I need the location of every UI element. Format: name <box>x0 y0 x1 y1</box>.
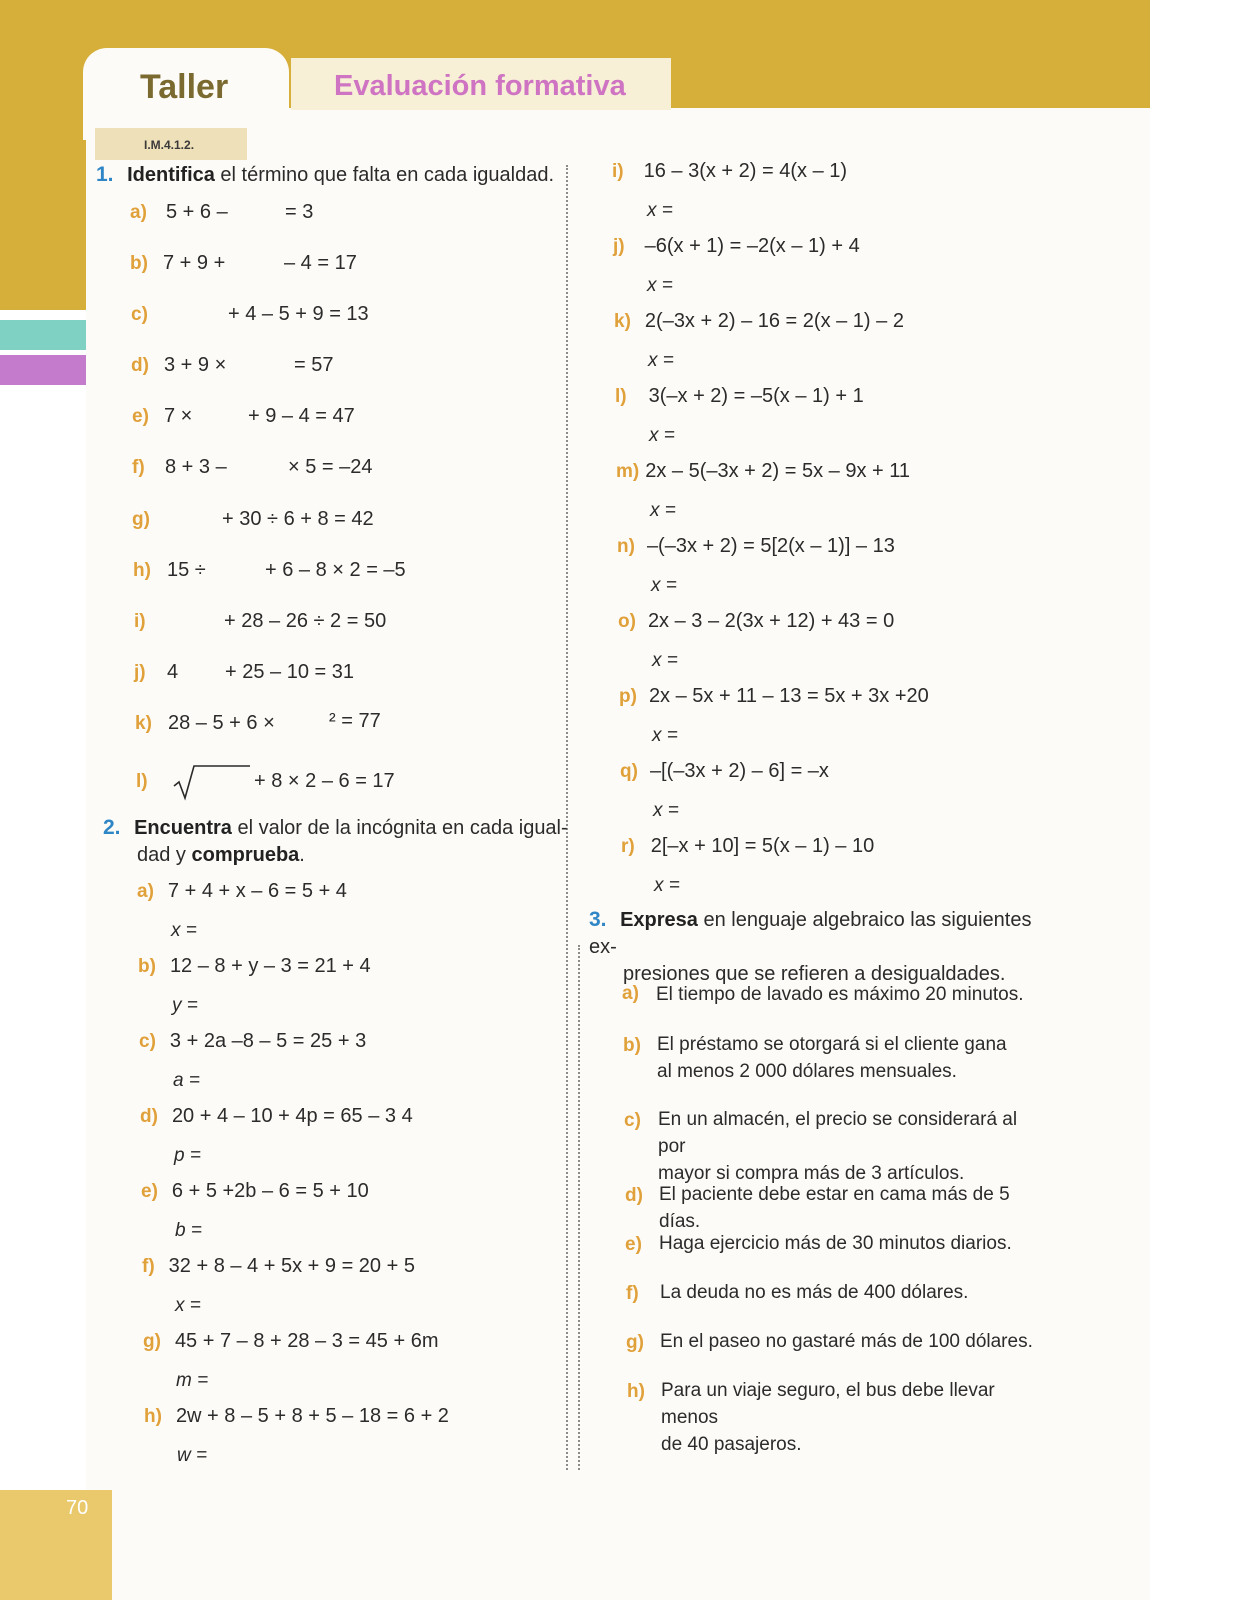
item-label: c) <box>139 1031 156 1052</box>
answer-line: a = <box>173 1070 200 1091</box>
item-label: d) <box>140 1106 158 1127</box>
item-line: En un almacén, el precio se considerará al por <box>658 1109 1018 1157</box>
answer-line: x = <box>175 1295 201 1316</box>
item-right-part: + 28 – 26 ÷ 2 = 50 <box>224 610 387 632</box>
q3-item <box>625 1234 642 1256</box>
question-1-heading <box>96 161 554 189</box>
item-right-part: = 57 <box>294 354 334 376</box>
item-label: a) <box>137 881 154 902</box>
item-left-part: 5 + 6 – <box>166 201 228 223</box>
item-left-part: 28 – 5 + 6 × <box>168 712 275 734</box>
column-divider-lower <box>578 945 580 1470</box>
magenta-marker <box>0 355 86 385</box>
indicator-code: I.M.4.1.2. <box>144 138 195 152</box>
item-label: q) <box>620 761 638 782</box>
q3-item <box>626 1332 644 1354</box>
item-label: j) <box>613 236 625 257</box>
question-text: dad y <box>137 844 192 866</box>
q3-item-text <box>660 1279 1050 1306</box>
answer-line: p = <box>174 1145 201 1166</box>
q3-item <box>622 983 639 1005</box>
q1-item <box>133 559 151 582</box>
answer-line: x = <box>653 800 679 821</box>
item-equation: 2w + 8 – 5 + 8 + 5 – 18 = 6 + 2 <box>175 1405 449 1427</box>
square-root-symbol <box>172 762 252 802</box>
q3-item-text <box>656 981 1046 1008</box>
answer-line: m = <box>176 1370 209 1391</box>
item-label: b) <box>130 253 148 274</box>
item-equation: 2(–3x + 2) – 16 = 2(x – 1) – 2 <box>644 310 904 332</box>
item-equation: 12 – 8 + y – 3 = 21 + 4 <box>169 955 371 977</box>
answer-line: b = <box>175 1220 202 1241</box>
item-label: n) <box>617 536 635 557</box>
q1-item <box>130 252 148 275</box>
answer-line: x = <box>648 350 674 371</box>
item-equation: 32 + 8 – 4 + 5x + 9 = 20 + 5 <box>168 1255 415 1277</box>
item-label: e) <box>141 1181 158 1202</box>
item-equation: 2[–x + 10] = 5(x – 1) – 10 <box>650 835 875 857</box>
item-label: b) <box>623 1035 641 1056</box>
item-equation: 2x – 3 – 2(3x + 12) + 43 = 0 <box>647 610 895 632</box>
q3-item-text <box>660 1328 1050 1355</box>
question-number: 3. <box>589 908 607 931</box>
question-text: . <box>299 844 305 866</box>
item-label: c) <box>131 304 148 325</box>
q2-item <box>141 1180 369 1203</box>
q2-item <box>138 955 371 978</box>
item-line: Para un viaje seguro, el bus debe llevar menos <box>661 1380 995 1428</box>
item-equation: –[(–3x + 2) – 6] = –x <box>649 760 829 782</box>
item-label: i) <box>134 611 146 632</box>
item-label: b) <box>138 956 156 977</box>
item-label: m) <box>616 461 640 482</box>
item-line: El tiempo de lavado es máximo 20 minutos. <box>656 984 1024 1005</box>
q3-item <box>625 1185 643 1207</box>
q1-item <box>136 770 148 793</box>
q1-item <box>135 712 152 735</box>
item-label: a) <box>130 202 147 223</box>
item-label: r) <box>621 836 635 857</box>
item-equation: 2x – 5(–3x + 2) = 5x – 9x + 11 <box>645 460 911 482</box>
question-number: 1. <box>96 163 114 186</box>
section-title: Taller <box>140 68 229 106</box>
item-right-part: ² = 77 <box>329 710 381 732</box>
item-label: k) <box>135 713 152 734</box>
question-text: en lenguaje algebraico las siguientes ex- <box>589 909 1032 958</box>
teal-marker <box>0 320 86 350</box>
item-right-part: + 4 – 5 + 9 = 13 <box>228 303 369 325</box>
item-line: mayor si compra más de 3 artículos. <box>658 1163 965 1184</box>
item-label: f) <box>626 1283 639 1304</box>
q3-item-text <box>657 1031 1047 1085</box>
q2-item <box>621 835 874 858</box>
item-left-part: 7 × <box>164 405 193 427</box>
answer-line: x = <box>652 650 678 671</box>
q3-item <box>626 1283 639 1305</box>
q3-item-text <box>658 1106 1048 1187</box>
q1-item <box>132 456 145 479</box>
page-number: 70 <box>66 1497 89 1519</box>
item-label: h) <box>144 1406 162 1427</box>
item-right-part: + 6 – 8 × 2 = –5 <box>265 559 406 581</box>
item-label: j) <box>134 662 146 683</box>
q3-item-text <box>661 1377 1051 1458</box>
q3-item-text <box>659 1181 1049 1235</box>
item-line: de 40 pasajeros. <box>661 1434 802 1455</box>
answer-line: x = <box>649 425 675 446</box>
item-equation: 7 + 4 + x – 6 = 5 + 4 <box>167 880 347 902</box>
answer-line: w = <box>177 1445 208 1466</box>
q2-item <box>140 1105 413 1128</box>
item-label: c) <box>624 1110 641 1131</box>
q1-item <box>134 610 146 633</box>
q2-item <box>617 535 895 558</box>
q2-item <box>616 460 910 483</box>
item-equation: 45 + 7 – 8 + 28 – 3 = 45 + 6m <box>174 1330 439 1352</box>
item-equation: 16 – 3(x + 2) = 4(x – 1) <box>643 160 848 182</box>
item-left-part: 15 ÷ <box>167 559 206 581</box>
item-label: d) <box>131 355 149 376</box>
item-label: e) <box>132 406 149 427</box>
q2-item <box>619 685 929 708</box>
answer-line: x = <box>647 200 673 221</box>
item-equation: 20 + 4 – 10 + 4p = 65 – 3 4 <box>171 1105 413 1127</box>
question-verb: Encuentra <box>134 817 232 839</box>
item-label: g) <box>626 1332 644 1353</box>
answer-line: x = <box>652 725 678 746</box>
item-label: g) <box>132 509 150 530</box>
q2-item <box>137 880 347 903</box>
item-right-part: = 3 <box>285 201 314 223</box>
question-text: presiones que se refieren a desigualdades. <box>623 963 1006 985</box>
item-label: d) <box>625 1185 643 1206</box>
item-equation: 3(–x + 2) = –5(x – 1) + 1 <box>648 385 864 407</box>
item-label: i) <box>612 161 624 182</box>
left-margin-band <box>0 0 86 310</box>
q2-item <box>142 1255 415 1278</box>
item-label: h) <box>133 560 151 581</box>
q1-item <box>130 201 147 224</box>
q2-item <box>613 235 860 258</box>
answer-line: y = <box>172 995 198 1016</box>
q3-item <box>627 1381 645 1403</box>
q2-item <box>612 160 847 183</box>
question-verb: Expresa <box>620 909 698 931</box>
answer-line: x = <box>650 500 676 521</box>
item-label: f) <box>132 457 145 478</box>
item-label: p) <box>619 686 637 707</box>
radical-icon <box>172 762 252 802</box>
question-text: el valor de la incógnita en cada igual- <box>231 817 568 839</box>
evaluation-title: Evaluación formativa <box>334 70 626 102</box>
item-line: Haga ejercicio más de 30 minutos diarios. <box>659 1233 1012 1254</box>
item-label: g) <box>143 1331 161 1352</box>
question-3-heading <box>589 906 1059 988</box>
question-2-heading <box>103 814 573 869</box>
question-verb: comprueba <box>191 844 300 866</box>
q1-item <box>134 661 146 684</box>
item-left-part: 3 + 9 × <box>164 354 227 376</box>
q1-item <box>132 405 149 428</box>
q2-item <box>144 1405 449 1428</box>
item-line: La deuda no es más de 400 dólares. <box>660 1282 969 1303</box>
page-edge <box>1150 0 1236 1600</box>
item-right-part: – 4 = 17 <box>284 252 357 274</box>
item-right-part: × 5 = –24 <box>288 456 373 478</box>
item-left-part: 4 <box>167 661 179 683</box>
q2-item <box>143 1330 438 1353</box>
item-line: al menos 2 000 dólares mensuales. <box>657 1061 957 1082</box>
item-label: e) <box>625 1234 642 1255</box>
item-label: a) <box>622 983 639 1004</box>
item-label: f) <box>142 1256 155 1277</box>
item-label: o) <box>618 611 636 632</box>
item-label: k) <box>614 311 631 332</box>
item-left-part: 8 + 3 – <box>165 456 227 478</box>
item-line: El préstamo se otorgará si el cliente gana <box>657 1034 1007 1055</box>
answer-line: x = <box>171 920 197 941</box>
question-text: el término que falta en cada igualdad. <box>214 164 554 186</box>
q3-item <box>624 1110 641 1132</box>
item-label: l) <box>136 771 148 792</box>
item-equation: –(–3x + 2) = 5[2(x – 1)] – 13 <box>646 535 895 557</box>
item-equation: 2x – 5x + 11 – 13 = 5x + 3x +20 <box>648 685 929 707</box>
answer-line: x = <box>654 875 680 896</box>
q3-item <box>623 1035 641 1057</box>
item-line: En el paseo no gastaré más de 100 dólares. <box>660 1331 1033 1352</box>
q1-item <box>131 303 148 326</box>
item-left-part: 7 + 9 + <box>163 252 226 274</box>
q2-item <box>620 760 829 783</box>
page-number-box <box>0 1490 112 1600</box>
q1-item <box>132 508 150 531</box>
q2-item <box>614 310 904 333</box>
question-verb: Identifica <box>127 164 215 186</box>
item-line: El paciente debe estar en cama más de 5 días. <box>659 1184 1010 1232</box>
answer-line: x = <box>651 575 677 596</box>
q3-item-text <box>659 1230 1049 1257</box>
item-right-part: + 25 – 10 = 31 <box>225 661 355 683</box>
item-label: h) <box>627 1381 645 1402</box>
item-label: l) <box>615 386 627 407</box>
item-equation: 6 + 5 +2b – 6 = 5 + 10 <box>171 1180 369 1202</box>
item-right-part: + 8 × 2 – 6 = 17 <box>254 770 395 792</box>
q2-item <box>615 385 864 408</box>
question-number: 2. <box>103 816 121 839</box>
q1-item <box>131 354 149 377</box>
item-right-part: + 30 ÷ 6 + 8 = 42 <box>222 508 374 530</box>
item-equation: 3 + 2a –8 – 5 = 25 + 3 <box>169 1030 367 1052</box>
q2-item <box>139 1030 366 1053</box>
q2-item <box>618 610 894 633</box>
answer-line: x = <box>647 275 673 296</box>
item-equation: –6(x + 1) = –2(x – 1) + 4 <box>644 235 860 257</box>
item-right-part: + 9 – 4 = 47 <box>248 405 355 427</box>
